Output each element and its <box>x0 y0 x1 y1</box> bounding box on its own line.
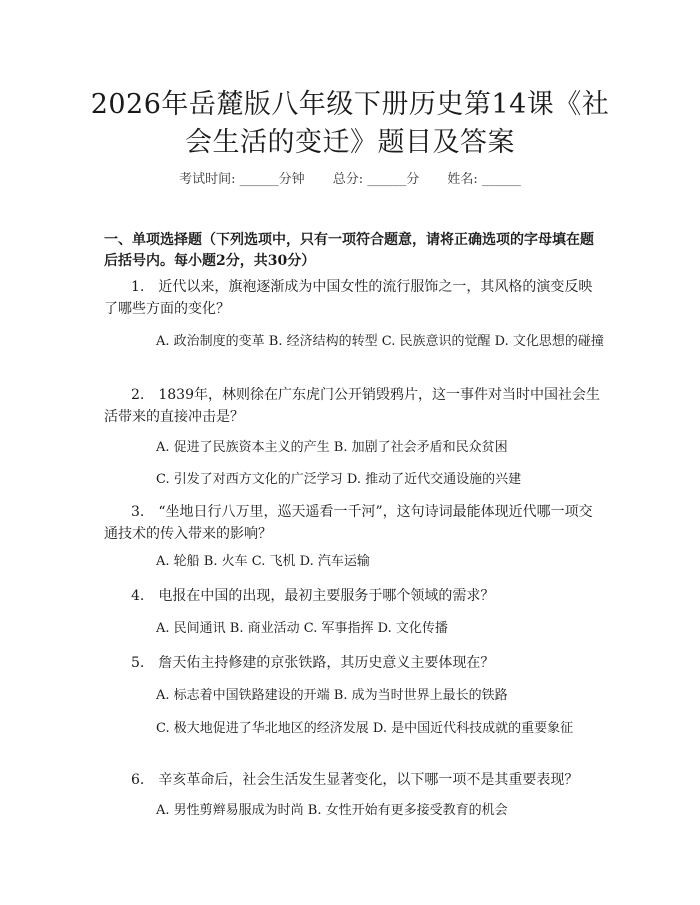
question-number: 4. <box>131 588 145 604</box>
question-text: 近代以来，旗袍逐渐成为中国女性的流行服饰之一，其风格的演变反映了哪些方面的变化？ <box>104 279 593 317</box>
student-name-label: 姓名: ______ <box>447 172 521 187</box>
question-6 <box>104 769 604 791</box>
question-number: 3. <box>131 504 145 520</box>
question-5 <box>104 652 604 674</box>
question-number: 6. <box>131 772 145 788</box>
question-5-options-line-2: C. 极大地促进了华北地区的经济发展 D. 是中国近代科技成就的重要象征 <box>156 721 574 736</box>
question-2 <box>104 384 604 428</box>
question-4-options: A. 民间通讯 B. 商业活动 C. 军事指挥 D. 文化传播 <box>156 621 448 636</box>
question-text: “坐地日行八万里，巡天遥看一千河”，这句诗词最能体现近代哪一项交通技术的传入带来的影响？ <box>104 504 593 542</box>
question-number: 2. <box>131 387 145 403</box>
question-number: 5. <box>131 655 145 671</box>
exam-meta <box>0 168 700 187</box>
total-score-label: 总分: ______分 <box>332 172 420 187</box>
question-3-options: A. 轮船 B. 火车 C. 飞机 D. 汽车运输 <box>156 554 370 569</box>
section-heading: 一、单项选择题（下列选项中，只有一项符合题意，请将正确选项的字母填在题后括号内。每小题2分，共30分） <box>104 232 594 269</box>
question-2-options-line-2: C. 引发了对西方文化的广泛学习 D. 推动了近代交通设施的兴建 <box>156 472 522 487</box>
question-4 <box>104 585 604 607</box>
question-6-options: A. 男性剪辫易服成为时尚 B. 女性开始有更多接受教育的机会 <box>156 803 508 818</box>
question-1-options: A. 政治制度的变革 B. 经济结构的转型 C. 民族意识的觉醒 D. 文化思想的碰撞 <box>156 334 604 349</box>
question-text: 电报在中国的出现，最初主要服务于哪个领域的需求？ <box>158 588 495 604</box>
question-5-options-line-1: A. 标志着中国铁路建设的开端 B. 成为当时世界上最长的铁路 <box>156 688 508 703</box>
question-1 <box>104 276 604 320</box>
question-3 <box>104 501 604 545</box>
question-text: 1839年，林则徐在广东虎门公开销毁鸦片，这一事件对当时中国社会生活带来的直接冲击是？ <box>104 387 600 425</box>
question-number: 1. <box>131 279 145 295</box>
question-text: 詹天佑主持修建的京张铁路，其历史意义主要体现在？ <box>158 655 495 671</box>
question-2-options-line-1: A. 促进了民族资本主义的产生 B. 加剧了社会矛盾和民众贫困 <box>156 440 508 455</box>
question-text: 辛亥革命后，社会生活发生显著变化，以下哪一项不是其重要表现？ <box>158 772 579 788</box>
document-title: 2026年岳麓版八年级下册历史第14课《社会生活的变迁》题目及答案 <box>90 89 610 158</box>
exam-time-label: 考试时间: ______分钟 <box>179 172 305 187</box>
